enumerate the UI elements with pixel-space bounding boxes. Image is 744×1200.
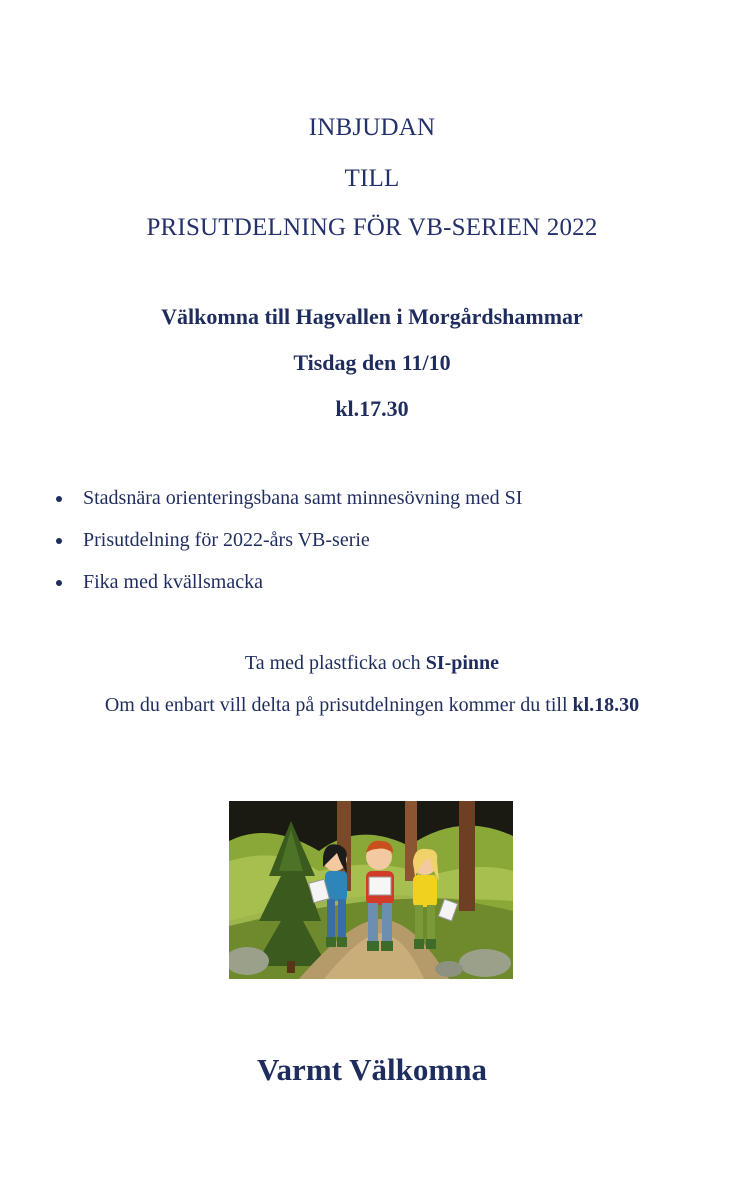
list-item <box>56 522 522 564</box>
bullet-icon <box>56 580 62 586</box>
activity-text: Fika med kvällsmacka <box>83 571 263 593</box>
activity-list <box>56 480 522 606</box>
event-time: kl.17.30 <box>335 396 409 421</box>
bullet-icon <box>56 538 62 544</box>
welcome-venue: Välkomna till Hagvallen i Morgårdshammar <box>161 304 583 329</box>
late-arrival-text: Om du enbart vill delta på prisutdelningen kommer du till <box>104 694 573 716</box>
invitation-title-line-3: PRISUTDELNING FÖR VB-SERIEN 2022 <box>146 214 598 241</box>
late-arrival-note <box>0 694 744 717</box>
list-item <box>56 564 522 606</box>
late-arrival-time: kl.18.30 <box>572 694 640 716</box>
invitation-title-line-2: TILL <box>344 165 400 192</box>
bring-note-bold: SI-pinne <box>425 652 500 674</box>
closing-greeting: Varmt Välkomna <box>257 1052 487 1087</box>
bullet-icon <box>56 496 62 502</box>
bring-note <box>0 652 744 675</box>
activity-text: Stadsnära orienteringsbana samt minnesövning med SI <box>83 487 523 509</box>
list-item <box>56 480 522 522</box>
orienteering-kids-illustration <box>229 801 513 979</box>
activity-text: Prisutdelning för 2022-års VB-serie <box>83 529 370 551</box>
event-date: Tisdag den 11/10 <box>293 350 451 375</box>
invitation-title-line-1: INBJUDAN <box>308 114 436 141</box>
bring-note-text: Ta med plastficka och <box>244 652 426 674</box>
